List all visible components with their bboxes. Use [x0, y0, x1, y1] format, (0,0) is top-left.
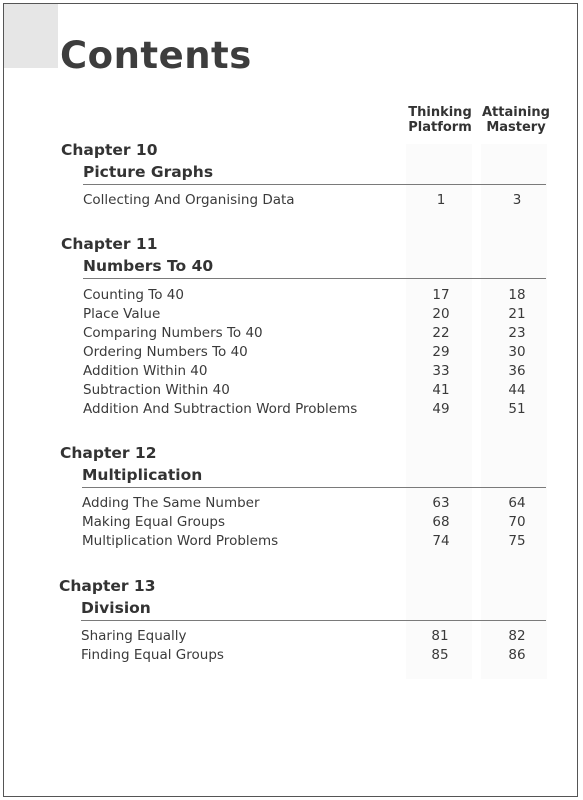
- toc-entry[interactable]: [4, 192, 577, 211]
- toc-entry-page-mastery: 36: [508, 363, 526, 379]
- chapter-name: Multiplication: [82, 466, 203, 484]
- chapter-label: Chapter 12: [60, 444, 157, 462]
- chapter-rule: [83, 278, 546, 279]
- toc-entry[interactable]: [4, 325, 577, 344]
- page-title: Contents: [60, 34, 252, 77]
- chapter-rule: [82, 487, 546, 488]
- toc-entry-title: Sharing Equally: [81, 628, 187, 644]
- chapter-name: Picture Graphs: [83, 163, 214, 181]
- toc-entry-page-thinking: 20: [432, 306, 450, 322]
- toc-entry-page-mastery: 3: [512, 192, 522, 208]
- corner-tab: [4, 4, 58, 68]
- toc-entry-page-mastery: 18: [508, 287, 526, 303]
- toc-entry-page-mastery: 70: [508, 514, 526, 530]
- toc-entry-title: Addition And Subtraction Word Problems: [83, 401, 358, 417]
- toc-entry[interactable]: [4, 514, 577, 533]
- toc-entry[interactable]: [4, 533, 577, 552]
- toc-entry[interactable]: [4, 287, 577, 306]
- column-header-line: Platform: [408, 120, 472, 135]
- column-header-thinking-platform: [405, 105, 475, 135]
- toc-entry-page-mastery: 75: [508, 533, 526, 549]
- contents-page: [3, 3, 578, 797]
- chapter-label: Chapter 13: [59, 577, 156, 595]
- toc-entry-page-thinking: 41: [432, 382, 450, 398]
- toc-entry-page-mastery: 82: [508, 628, 526, 644]
- toc-entry[interactable]: [4, 306, 577, 325]
- toc-entry-page-mastery: 44: [508, 382, 526, 398]
- toc-entry-page-thinking: 49: [432, 401, 450, 417]
- toc-entry-title: Multiplication Word Problems: [82, 533, 279, 549]
- toc-entry-title: Place Value: [83, 306, 161, 322]
- column-header-line: Mastery: [486, 120, 546, 135]
- chapter-name: Division: [81, 599, 151, 617]
- toc-entry-title: Comparing Numbers To 40: [83, 325, 263, 341]
- toc-entry-title: Adding The Same Number: [82, 495, 260, 511]
- chapter-name: Numbers To 40: [83, 257, 214, 275]
- toc-entry[interactable]: [4, 628, 577, 647]
- toc-entry-title: Collecting And Organising Data: [83, 192, 295, 208]
- toc-entry-page-mastery: 86: [508, 647, 526, 663]
- chapter-rule: [81, 620, 546, 621]
- toc-entry-page-thinking: 85: [431, 647, 449, 663]
- toc-entry-page-thinking: 68: [432, 514, 450, 530]
- toc-entry-page-mastery: 21: [508, 306, 526, 322]
- toc-entry-page-mastery: 64: [508, 495, 526, 511]
- toc-entry-page-thinking: 17: [432, 287, 450, 303]
- column-header-attaining-mastery: [481, 105, 551, 135]
- toc-entry-title: Ordering Numbers To 40: [83, 344, 248, 360]
- toc-entry[interactable]: [4, 495, 577, 514]
- toc-entry[interactable]: [4, 382, 577, 401]
- toc-entry-page-thinking: 22: [432, 325, 450, 341]
- chapter-rule: [83, 184, 546, 185]
- column-header-line: Attaining: [482, 105, 550, 120]
- toc-entry-page-thinking: 33: [432, 363, 450, 379]
- toc-entry-title: Addition Within 40: [83, 363, 208, 379]
- toc-entry-page-thinking: 29: [432, 344, 450, 360]
- toc-entry-page-mastery: 30: [508, 344, 526, 360]
- toc-entry-page-thinking: 81: [431, 628, 449, 644]
- toc-entry-title: Finding Equal Groups: [81, 647, 224, 663]
- toc-entry[interactable]: [4, 401, 577, 420]
- toc-entry[interactable]: [4, 363, 577, 382]
- chapter-label: Chapter 11: [61, 235, 158, 253]
- chapter-label: Chapter 10: [61, 141, 158, 159]
- toc-entry-page-mastery: 51: [508, 401, 526, 417]
- toc-entry-title: Counting To 40: [83, 287, 184, 303]
- toc-entry[interactable]: [4, 344, 577, 363]
- toc-entry-title: Making Equal Groups: [82, 514, 226, 530]
- toc-entry-title: Subtraction Within 40: [83, 382, 230, 398]
- toc-entry-page-thinking: 74: [432, 533, 450, 549]
- column-header-line: Thinking: [408, 105, 472, 120]
- toc-entry[interactable]: [4, 647, 577, 666]
- toc-entry-page-thinking: 1: [436, 192, 446, 208]
- toc-entry-page-mastery: 23: [508, 325, 526, 341]
- toc-entry-page-thinking: 63: [432, 495, 450, 511]
